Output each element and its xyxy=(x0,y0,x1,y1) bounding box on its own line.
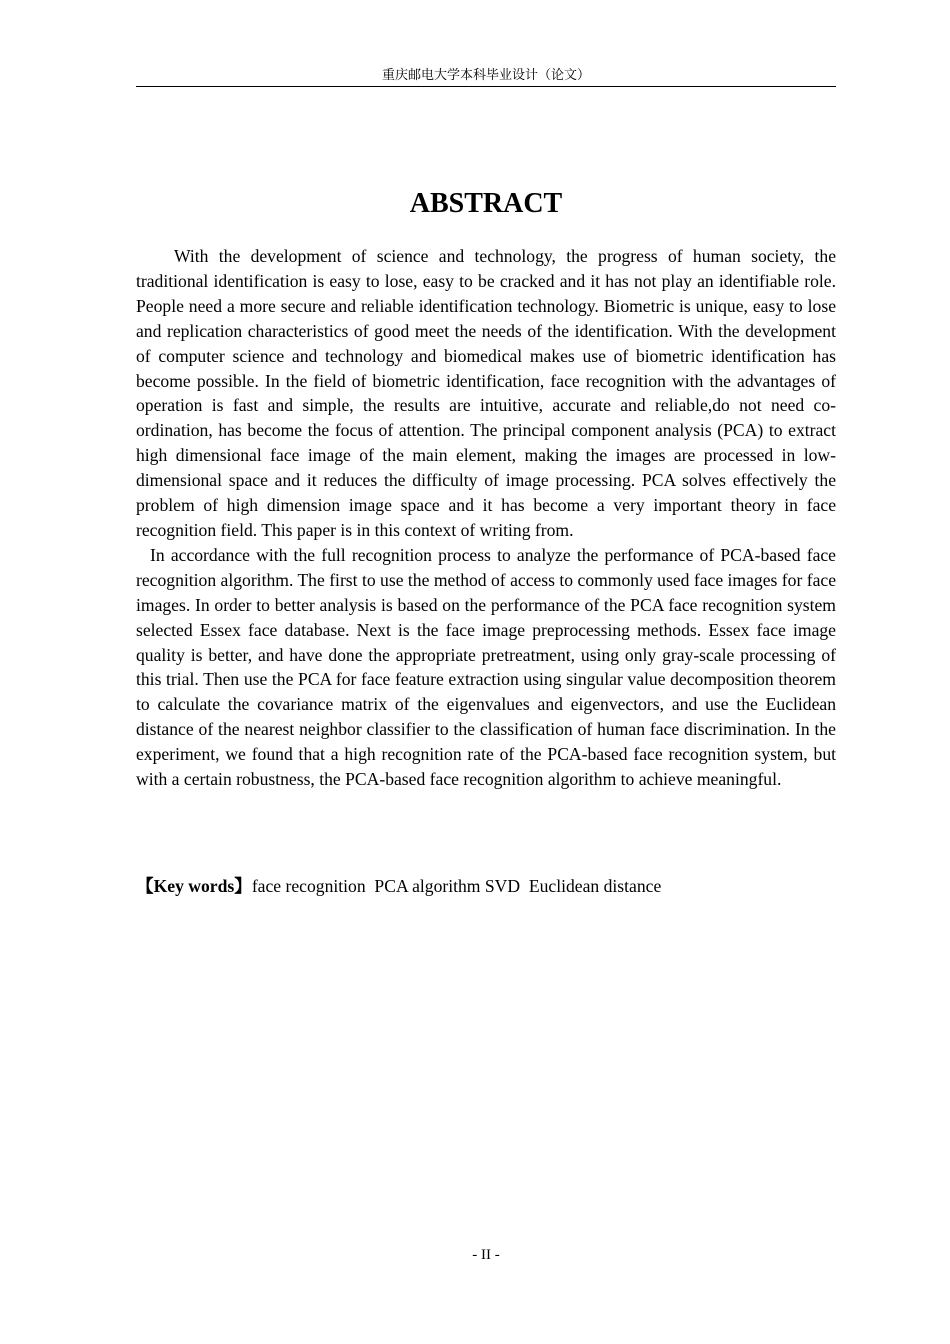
abstract-title: ABSTRACT xyxy=(409,188,563,219)
keywords-text: face recognition PCA algorithm SVD Euclidean distance xyxy=(251,876,662,896)
abstract-paragraph: In accordance with the full recognition process to analyze the performance of PCA-based face recognition algorithm. The first to use the method of access to commonly used face images for face images. In order to better analysis is based on the performance of the PCA face recognition system selected Essex face database. Next is the face image preprocessing methods. Essex face image quality is better, and have done the appropriate pretreatment, using only gray-scale processing of this trial. Then use the PCA for face feature extraction using singular value decomposition theorem to calculate the covariance matrix of the eigenvalues and eigenvectors, and use the Euclidean distance of the nearest neighbor classifier to the classification of human face discrimination. In the experiment, we found that a high recognition rate of the PCA-based face recognition system, but with a certain robustness, the PCA-based face recognition algorithm to achieve meaningful. xyxy=(136,544,836,790)
keywords-label: 【Key words】 xyxy=(136,876,252,896)
running-header: 重庆邮电大学本科毕业设计（论文） xyxy=(136,66,836,87)
abstract-body xyxy=(136,244,836,792)
keywords-line xyxy=(136,874,836,899)
abstract-paragraph: With the development of science and technology, the progress of human society, the traditional identification is easy to lose, easy to be cracked and it has not play an identifiable role. People need a more secure and reliable identification technology. Biometric is unique, easy to lose and replication characteristics of good meet the needs of the identification. With the development of computer science and technology and biomedical makes use of biometric identification has become possible. In the field of biometric identification, face recognition with the advantages of operation is fast and simple, the results are intuitive, accurate and reliable,do not need co-ordination, has become the focus of attention. The principal component analysis (PCA) to extract high dimensional face image of the main element, making the images are processed in low-dimensional space and it reduces the difficulty of image processing. PCA solves effectively the problem of high dimension image space and it has become a very important theory in face recognition field. This paper is in this context of writing from. xyxy=(136,246,836,540)
page-number: - II - xyxy=(472,1247,500,1263)
